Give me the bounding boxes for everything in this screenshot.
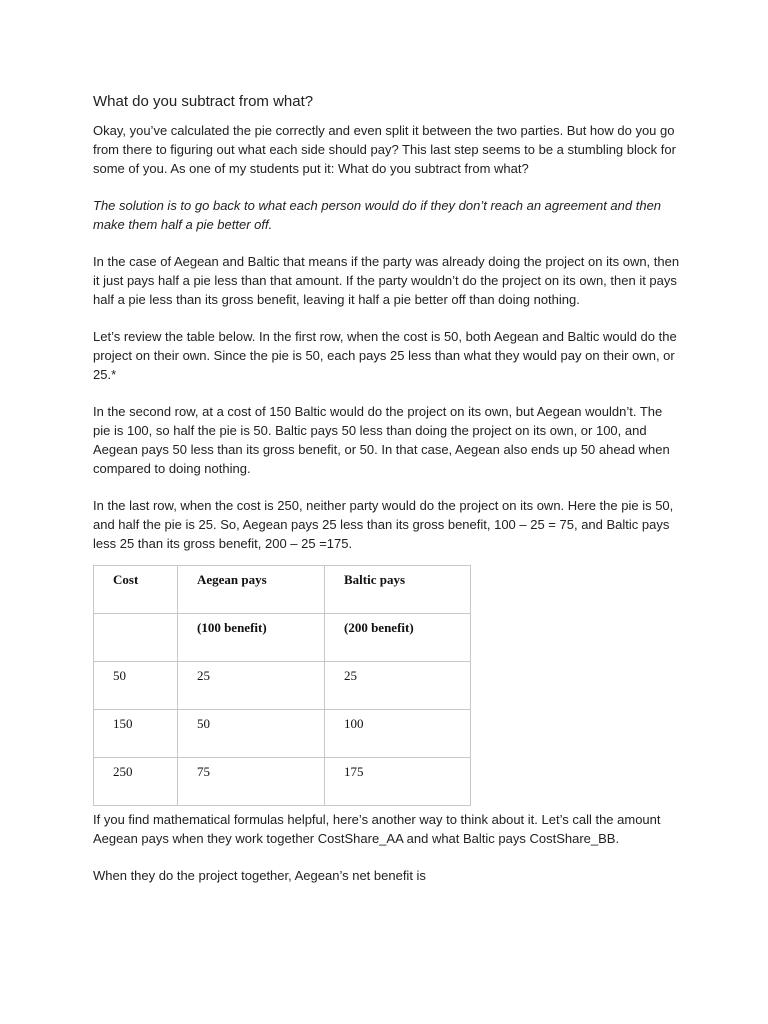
cell-cost: 250: [94, 758, 178, 806]
header-aegean-pays: Aegean pays: [178, 566, 325, 614]
paragraph-aegean-baltic: In the case of Aegean and Baltic that means if the party was already doing the project on its own, then it just pays half a pie less than that amount. If the party wouldn’t do the project on its own, then it pays half a pie less than its gross benefit, leaving it half a pie better off than doing nothing.: [93, 254, 680, 307]
paragraph-formulas: If you find mathematical formulas helpful, here’s another way to think about it. Let’s call the amount Aegean pays when they work together CostShare_AA and what Baltic pays CostShare_BB.: [93, 812, 661, 846]
paragraph-solution: The solution is to go back to what each person would do if they don’t reach an agreement and then make them half a pie better off.: [93, 198, 662, 232]
subheader-aegean-benefit: (100 benefit): [178, 614, 325, 662]
table-subheader-row: [94, 614, 471, 662]
cell-cost: 50: [94, 662, 178, 710]
table-row: [94, 710, 471, 758]
paragraph-net-benefit: When they do the project together, Aegean’s net benefit is: [93, 868, 426, 883]
cell-baltic: 175: [325, 758, 471, 806]
article: [93, 93, 683, 903]
cell-baltic: 100: [325, 710, 471, 758]
table-row: [94, 662, 471, 710]
cost-share-table: [93, 565, 471, 806]
subheader-cost: [94, 614, 178, 662]
paragraph-intro: Okay, you’ve calculated the pie correctly and even split it between the two parties. But how do you go from there to figuring out what each side should pay? This last step seems to be a stumbling block for some of you. As one of my students put it: What do you subtract from what?: [93, 123, 676, 176]
cell-aegean: 50: [178, 710, 325, 758]
cell-aegean: 25: [178, 662, 325, 710]
cell-aegean: 75: [178, 758, 325, 806]
header-cost: Cost: [94, 566, 178, 614]
table-row: [94, 758, 471, 806]
cell-cost: 150: [94, 710, 178, 758]
cell-baltic: 25: [325, 662, 471, 710]
header-baltic-pays: Baltic pays: [325, 566, 471, 614]
paragraph-first-row: Let’s review the table below. In the first row, when the cost is 50, both Aegean and Baltic would do the project on their own. Since the pie is 50, each pays 25 less than what they would pay on their own, or 25.*: [93, 329, 677, 382]
table-header-row: [94, 566, 471, 614]
paragraph-last-row: In the last row, when the cost is 250, neither party would do the project on its own. Here the pie is 50, and half the pie is 25. So, Aegean pays 25 less than its gross benefit, 100 – 25 = 75, and Baltic pays less 25 than its gross benefit, 200 – 25 =175.: [93, 498, 674, 551]
subheader-baltic-benefit: (200 benefit): [325, 614, 471, 662]
article-title: What do you subtract from what?: [93, 93, 314, 110]
paragraph-second-row: In the second row, at a cost of 150 Baltic would do the project on its own, but Aegean wouldn’t. The pie is 100, so half the pie is 50. Baltic pays 50 less than doing the project on its own, or 100, and Aegean pays 50 less than its gross benefit, or 50. In that case, Aegean also ends up 50 ahead when compared to doing nothing.: [93, 404, 670, 476]
